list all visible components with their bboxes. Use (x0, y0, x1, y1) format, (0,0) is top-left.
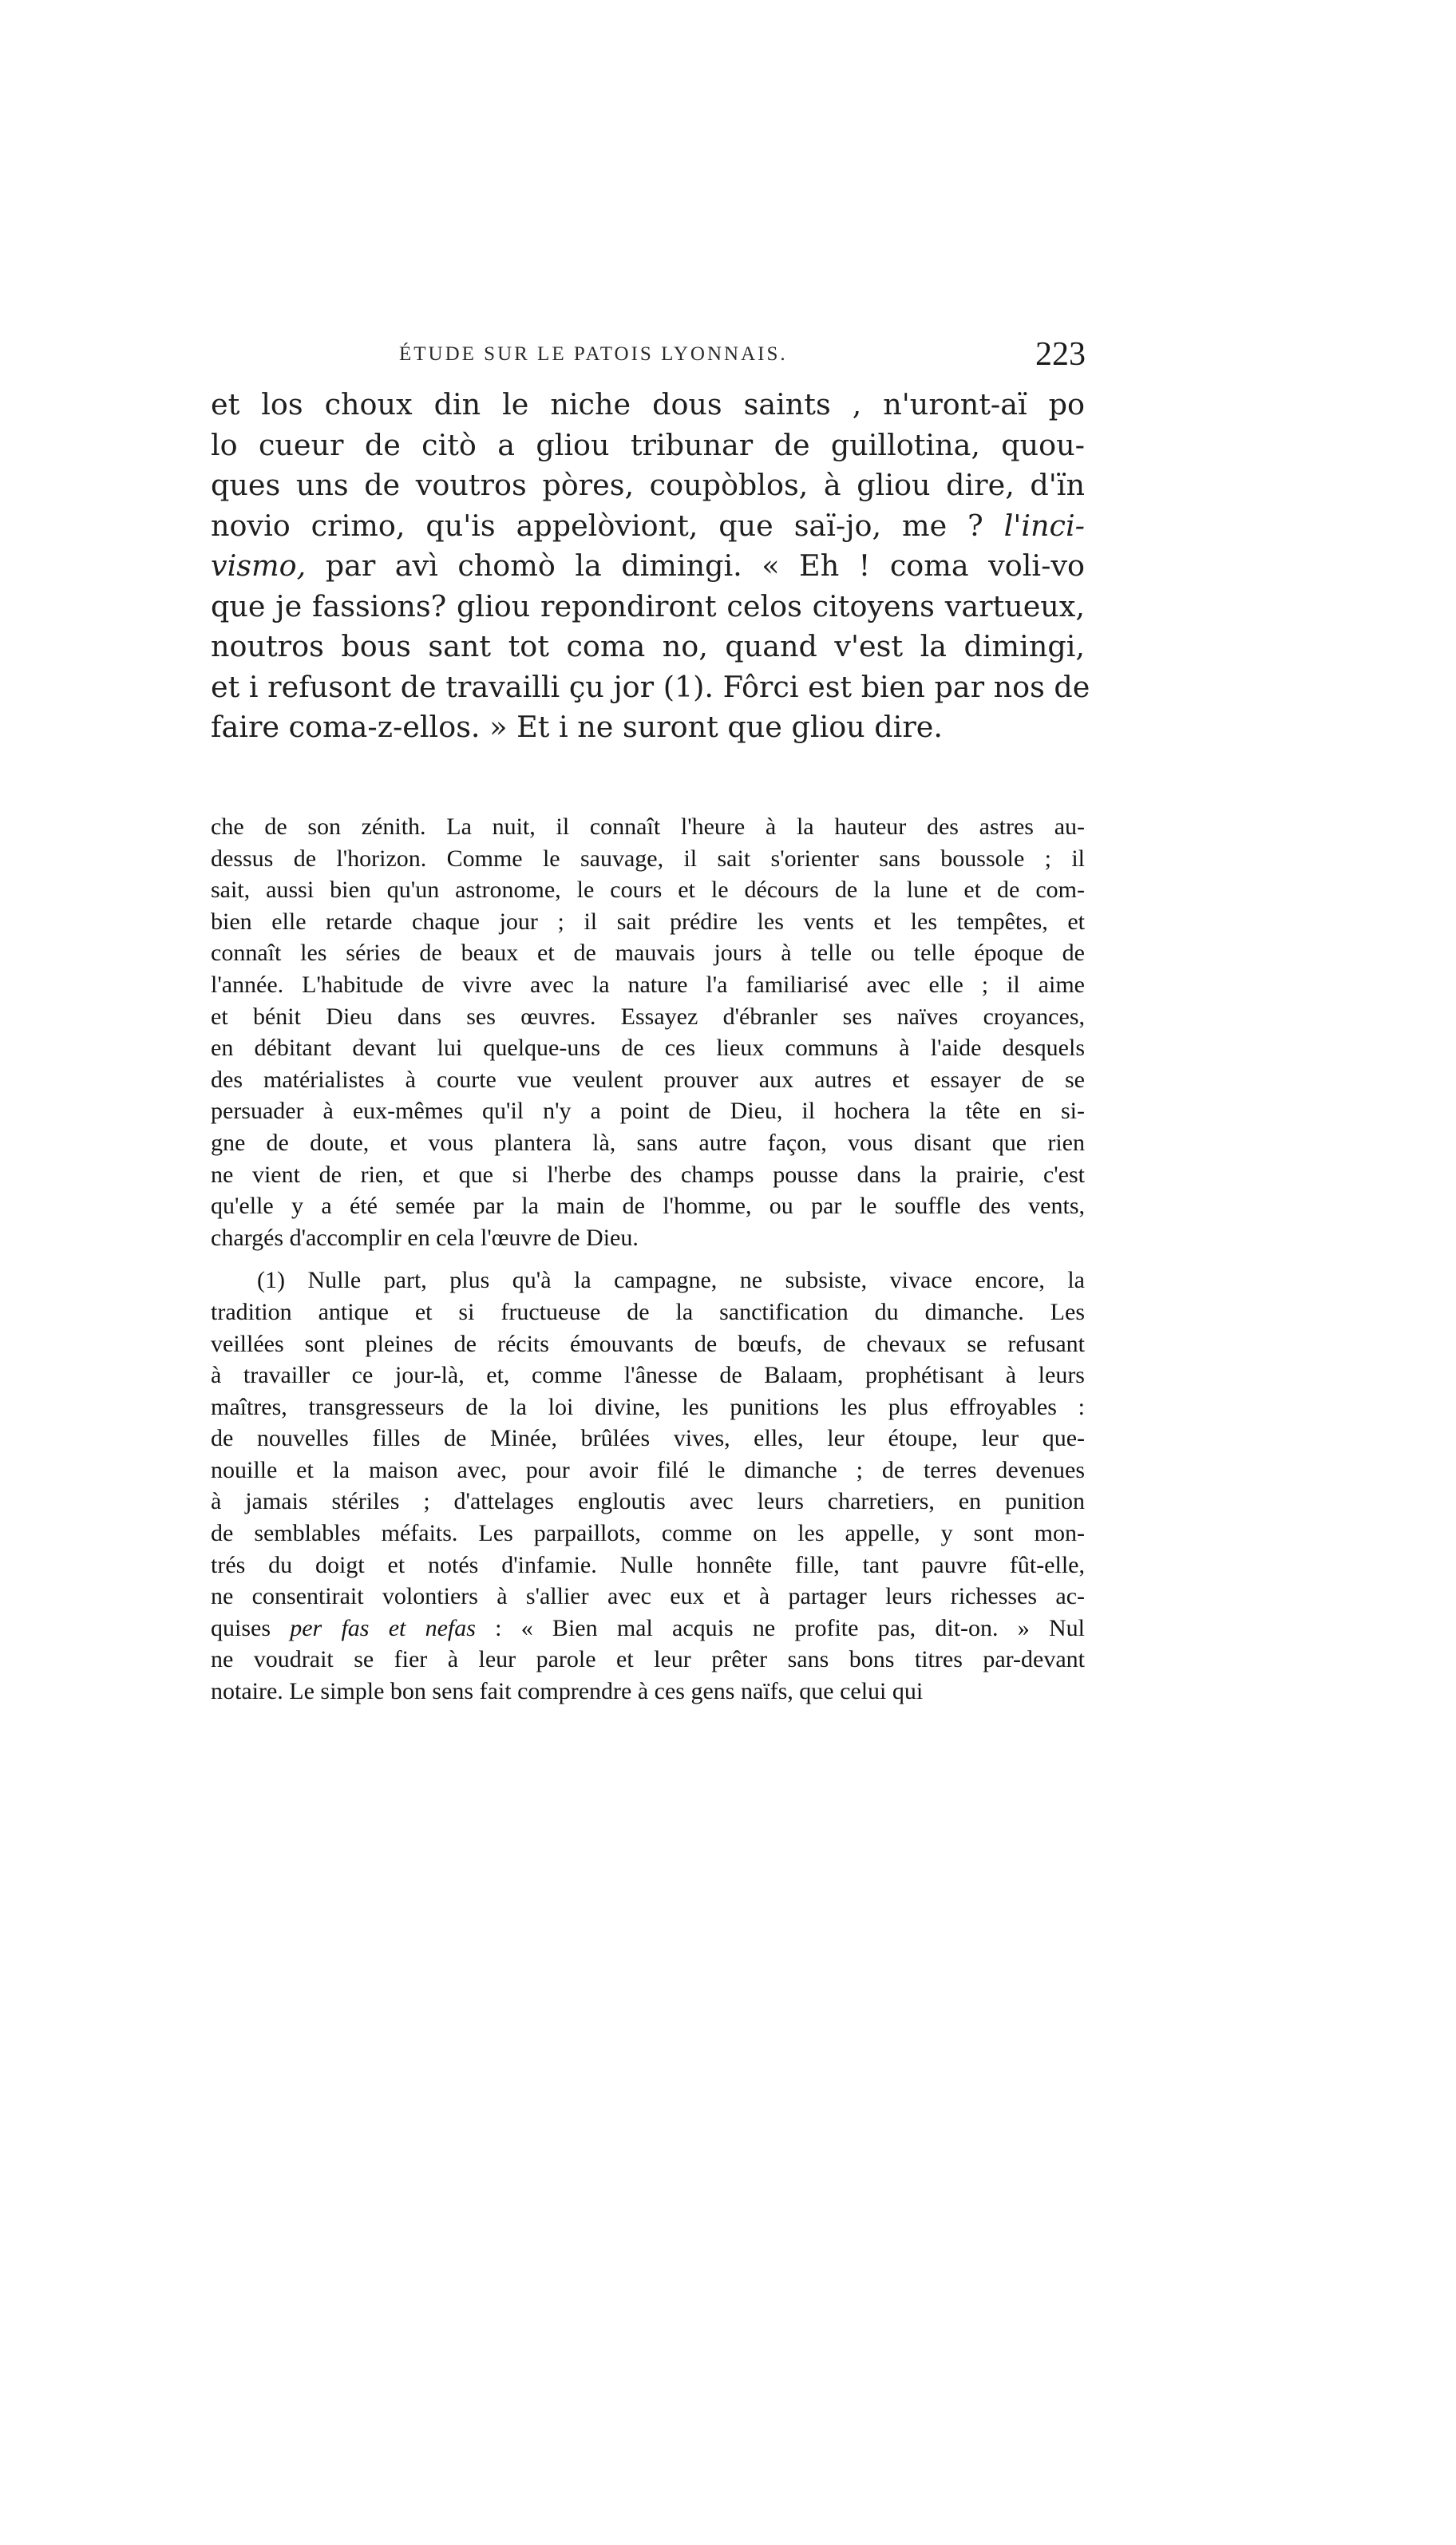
footnote-line: ne voudrait se fier à leur parole et leur prêter sans bons titres par-devant (211, 1646, 1085, 1673)
footnote-continuation (211, 811, 1085, 1253)
footnote-line: dessus de l'horizon. Comme le sauvage, il sait s'orienter sans boussole ; il (211, 845, 1085, 872)
text-line (211, 546, 1085, 587)
footnote-line: en débitant devant lui quelque-uns de ces lieux communs à l'aide desquels (211, 1035, 1085, 1062)
footnote-line: chargés d'accomplir en cela l'œuvre de Dieu. (211, 1224, 639, 1251)
footnote-line: des matérialistes à courte vue veulent prouver aux autres et essayer de se (211, 1066, 1085, 1093)
footnote-line: de nouvelles filles de Minée, brûlées vives, elles, leur étoupe, leur que- (211, 1425, 1085, 1452)
footnote-line: ne consentirait volontiers à s'allier avec eux et à partager leurs richesses ac- (211, 1583, 1085, 1610)
footnote-line: sait, aussi bien qu'un astronome, le cours et le décours de la lune et de com- (211, 877, 1085, 904)
footnote-line: qu'elle y a été semée par la main de l'homme, ou par le souffle des vents, (211, 1193, 1085, 1220)
footnote-line: connaît les séries de beaux et de mauvais jours à telle ou telle époque de (211, 940, 1085, 967)
text-line: lo cueur de citò a gliou tribunar de guillotina, quou- (211, 427, 1085, 462)
footnotes (211, 811, 1085, 1708)
italic-word: l'inci- (1003, 508, 1086, 543)
footnote-line: veillées sont pleines de récits émouvants de bœufs, de chevaux se refusant (211, 1330, 1085, 1357)
text-line: et i refusont de travailli çu jor (1). Fôrci est bien par nos de (211, 669, 1090, 704)
text-line: faire coma-z-ellos. » Et i ne suront que gliou dire. (211, 710, 943, 744)
footnote-line: che de son zénith. La nuit, il connaît l'heure à la hauteur des astres au- (211, 813, 1085, 840)
footnote-line: bien elle retarde chaque jour ; il sait prédire les vents et les tempêtes, et (211, 908, 1085, 935)
footnote-line: (1) Nulle part, plus qu'à la campagne, ne subsiste, vivace encore, la (257, 1267, 1085, 1294)
running-title: ÉTUDE SUR LE PATOIS LYONNAIS. (399, 343, 788, 365)
running-head (216, 335, 1086, 375)
footnote-line: persuader à eux-mêmes qu'il n'y a point de Dieu, il hochera la tête en si- (211, 1098, 1085, 1125)
footnote-line: trés du doigt et notés d'infamie. Nulle honnête fille, tant pauvre fût-elle, (211, 1551, 1085, 1578)
text-line: que je fassions? gliou repondiront celos citoyens vartueux, (211, 588, 1085, 623)
text-segment: par avì chomò la dimingi. « Eh ! coma voli-vo (325, 548, 1085, 583)
footnote-line: notaire. Le simple bon sens fait comprendre à ces gens naïfs, que celui qui (211, 1678, 924, 1705)
text-line (211, 506, 1085, 547)
page-number: 223 (1035, 336, 1086, 373)
footnote-line: tradition antique et si fructueuse de la sanctification du dimanche. Les (211, 1298, 1085, 1325)
text-line: et los choux din le niche dous saints , n'uront-aï po (211, 387, 1085, 422)
text-segment: quises (211, 1614, 271, 1641)
footnote-line: nouille et la maison avec, pour avoir filé le dimanche ; de terres devenues (211, 1456, 1085, 1483)
italic-word: vismo, (211, 548, 307, 583)
text-line: ques uns de voutros pòres, coupòblos, à gliou dire, d'ïn (211, 468, 1085, 502)
footnote-line (211, 1613, 1085, 1645)
text-segment: novio crimo, qu'is appelòviont, que saï-jo, me ? (211, 508, 983, 543)
footnote-line: et bénit Dieu dans ses œuvres. Essayez d'ébranler ses naïves croyances, (211, 1003, 1085, 1030)
main-text (211, 385, 1090, 748)
footnote-line: gne de doute, et vous plantera là, sans autre façon, vous disant que rien (211, 1129, 1085, 1156)
italic-phrase: per fas et nefas (290, 1614, 476, 1641)
footnote-line: de semblables méfaits. Les parpaillots, comme on les appelle, y sont mon- (211, 1520, 1085, 1547)
footnote-line: maîtres, transgresseurs de la loi divine, les punitions les plus effroyables : (211, 1393, 1085, 1420)
text-line: noutros bous sant tot coma no, quand v'est la dimingi, (211, 629, 1085, 663)
footnote-line: ne vient de rien, et que si l'herbe des champs pousse dans la prairie, c'est (211, 1161, 1085, 1188)
text-segment: : « Bien mal acquis ne profite pas, dit-on. » Nul (495, 1614, 1085, 1641)
footnote-1 (211, 1265, 1085, 1707)
footnote-line: à travailler ce jour-là, et, comme l'ânesse de Balaam, prophétisant à leurs (211, 1362, 1085, 1389)
footnote-line: l'année. L'habitude de vivre avec la nature l'a familiarisé avec elle ; il aime (211, 971, 1085, 998)
footnote-line: à jamais stériles ; d'attelages engloutis avec leurs charretiers, en punition (211, 1488, 1085, 1515)
